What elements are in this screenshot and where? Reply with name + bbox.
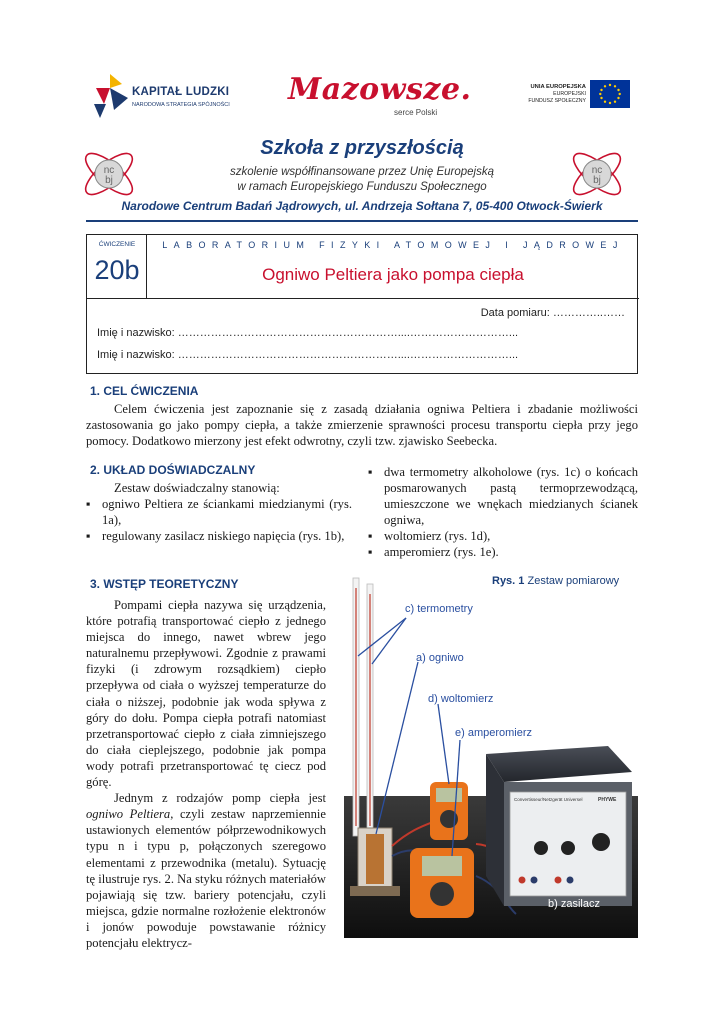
ammeter-icon	[410, 848, 474, 918]
theory-text	[86, 597, 326, 951]
figure-number: Rys. 1	[492, 575, 525, 587]
eu-logo	[524, 80, 636, 116]
bullet-icon: ▪	[368, 545, 373, 559]
section-1-text: Celem ćwiczenia jest zapoznanie się z zasadą działania ogniwa Peltiera i zbadanie możliwości zastosowania go jako pompy ciepła, a także zmierzenie sprawności procesu transportu ciepła przy jego pomocy. Dodatkowo mierzony jest efekt odwrotny, czyli tzw. zjawisko Seebecka.	[86, 402, 638, 448]
theory-paragraph-2: Jednym z rodzajów pomp ciepła jest ogniwo Peltiera, czyli zestaw naprzemiennie ustawionych elementów półprzewodnikowych typu n i typu p, połączonych szeregowo elementami z przewodnika (metalu). Sytuację tę ilustruje rys. 2. Na styku różnych materiałów pojawiają się tzw. bariery potencjału, czyli miejsca, gdzie normalne rozłożenie elektronów i jonów powoduje powstawanie różnicy potencjału elektrycz-	[86, 791, 326, 950]
bullet-icon: ▪	[86, 529, 91, 543]
eu-line1: UNIA EUROPEJSKA	[530, 84, 586, 90]
svg-text:bj: bj	[105, 175, 113, 186]
subtitle-line2: w ramach Europejskiego Funduszu Społecznego	[237, 181, 487, 193]
exercise-box	[86, 234, 638, 374]
eu-line3: FUNDUSZ SPOŁECZNY	[528, 98, 586, 104]
kapital-ludzki-emblem-icon	[92, 74, 130, 118]
exercise-number: 20b	[94, 255, 140, 285]
label-peltier-cell: a) ogniwo	[416, 652, 464, 664]
label-ammeter: e) amperomierz	[455, 727, 533, 739]
name-field-2: Imię i nazwisko: ……………………………………………………....………………………...	[97, 349, 519, 361]
kapital-ludzki-title: KAPITAŁ LUDZKI	[132, 86, 230, 98]
school-subtitle	[0, 165, 724, 195]
svg-text:bj: bj	[593, 175, 601, 186]
psu-panel-label: Convertisseur/Netzgerät Universel	[514, 797, 583, 802]
list-item: ▪ regulowany zasilacz niskiego napięcia (rys. 1b),	[86, 529, 345, 543]
equipment-intro: Zestaw doświadczalny stanowią:	[114, 481, 280, 495]
svg-text:nc: nc	[103, 165, 115, 176]
list-item: ▪ amperomierz (rys. 1e).	[368, 545, 499, 559]
equipment-list-left	[86, 480, 352, 544]
section-2-heading: 2. UKŁAD DOŚWIADCZALNY	[90, 463, 256, 477]
exercise-title: Ogniwo Peltiera jako pompa ciepła	[262, 265, 524, 284]
school-title: Szkoła z przyszłością	[260, 137, 464, 159]
section-3-heading: 3. WSTĘP TEORETYCZNY	[90, 577, 239, 591]
header-divider	[86, 220, 638, 222]
label-power-supply: b) zasilacz	[548, 898, 600, 910]
exercise-number-cell	[87, 235, 147, 299]
list-item: ▪ dwa termometry alkoholowe (rys. 1c) o końcach posmarowanych pastą termoprzewodzącą, umieszczone we wnękach miedzianych ścianek ogniwa,	[368, 465, 638, 527]
eu-text	[524, 84, 586, 105]
equipment-list-right	[368, 464, 638, 560]
list-item: ▪ woltomierz (rys. 1d),	[368, 529, 491, 543]
psu-brand: PHYWE	[598, 797, 617, 803]
exercise-divider	[147, 298, 639, 299]
measurement-date-field: Data pomiaru: …………..……	[480, 307, 625, 319]
peltier-term: ogniwo Peltiera	[86, 807, 171, 822]
subtitle-line1: szkolenie współfinansowane przez Unię Europejską	[229, 166, 494, 178]
setup-photo	[336, 576, 638, 938]
name-field-1: Imię i nazwisko: ……………………………………………………....………………………...	[97, 327, 519, 339]
peltier-cell-icon	[350, 828, 400, 896]
eu-line2: EUROPEJSKI	[553, 91, 586, 97]
eu-flag-icon	[590, 80, 630, 108]
bullet-icon: ▪	[368, 529, 373, 543]
label-thermometers: c) termometry	[405, 603, 473, 615]
mazowsze-tagline: serce Polski	[394, 108, 438, 117]
svg-text:nc: nc	[591, 165, 603, 176]
institute-address: Narodowe Centrum Badań Jądrowych, ul. Andrzeja Sołtana 7, 05-400 Otwock-Świerk	[121, 199, 603, 213]
kapital-ludzki-logo	[92, 72, 242, 120]
lab-name: LABORATORIUM FIZYKI ATOMOWEJ I JĄDROWEJ	[162, 240, 624, 250]
mazowsze-wordmark: Mazowsze.	[288, 72, 472, 107]
section-1-heading: 1. CEL ĆWICZENIA	[90, 384, 199, 398]
power-supply-icon	[486, 746, 632, 906]
voltmeter-icon	[430, 782, 468, 840]
logo-bar	[92, 72, 632, 122]
figure-caption-text: Zestaw pomiarowy	[527, 575, 620, 587]
list-item: ▪ ogniwo Peltiera ze ściankami miedzianymi (rys. 1a),	[86, 497, 352, 527]
bullet-icon: ▪	[368, 465, 373, 479]
label-voltmeter: d) woltomierz	[428, 693, 494, 705]
theory-paragraph-1: Pompami ciepła nazywa się urządzenia, które potrafią transportować ciepło z jednego miejsca do innego, nawet wbrew jego naturalnemu przepływowi. Zgodnie z prawami fizyki (i zdrowym rozsądkiem) ciepło przepływa od ciała o wyższej temperaturze do ciała o niższej, podobnie jak woda spływa z góry do dołu. Pompa ciepła potrafi natomiast przetransportować ciepło z ciała zimniejszego do ciała cieplejszego, podobnie jak pompa wody potrafi przetransportować tę ciecz pod górę.	[86, 598, 326, 790]
kapital-ludzki-subtitle: NARODOWA STRATEGIA SPÓJNOŚCI	[132, 102, 230, 108]
mazowsze-logo	[288, 72, 472, 122]
exercise-label: ĆWICZENIE	[98, 241, 136, 248]
bullet-icon: ▪	[86, 497, 91, 511]
